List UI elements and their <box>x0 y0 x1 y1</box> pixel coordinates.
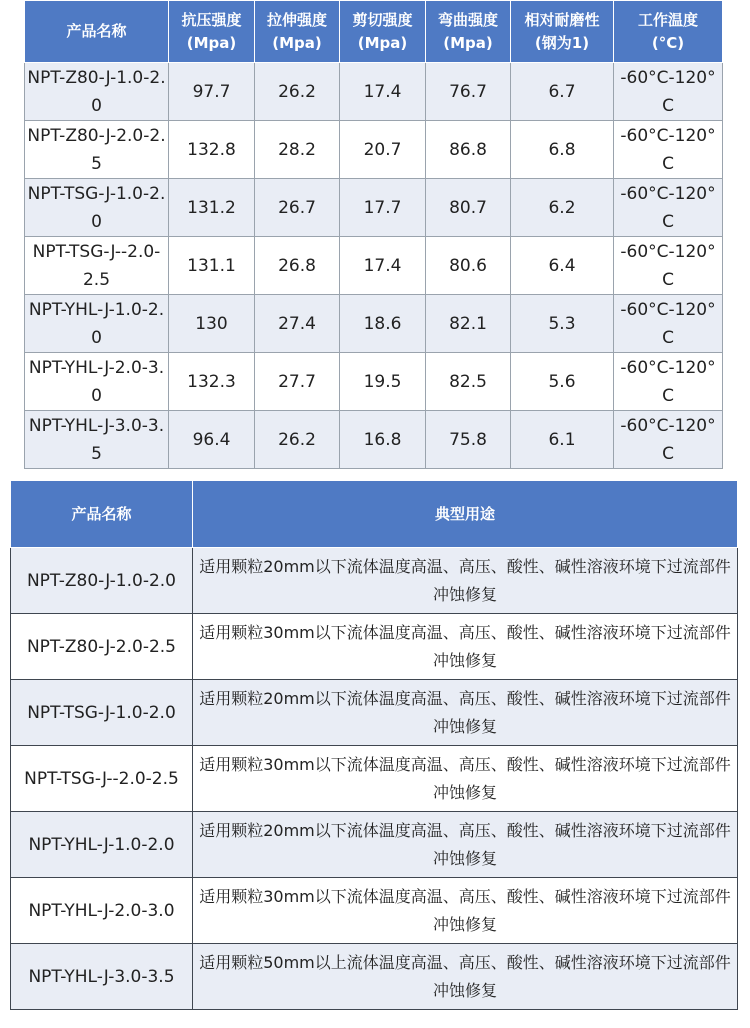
header-tensile-strength <box>255 1 340 63</box>
shear-cell: 17.4 <box>340 63 426 121</box>
usage-row <box>11 680 738 746</box>
flexural-cell: 82.5 <box>426 353 511 411</box>
compressive-cell: 132.8 <box>169 121 255 179</box>
typical-use-cell: 适用颗粒30mm以下流体温度高温、高压、酸性、碱性溶液环境下过流部件冲蚀修复 <box>193 878 738 944</box>
usage-table <box>10 480 738 1010</box>
shear-cell: 16.8 <box>340 411 426 469</box>
compressive-cell: 97.7 <box>169 63 255 121</box>
shear-cell: 19.5 <box>340 353 426 411</box>
usage-header-row <box>11 481 738 548</box>
product-name-cell: NPT-YHL-J-2.0-3.0 <box>25 353 169 411</box>
flexural-cell: 82.1 <box>426 295 511 353</box>
flexural-cell: 80.7 <box>426 179 511 237</box>
usage-row <box>11 548 738 614</box>
wear-cell: 6.4 <box>511 237 614 295</box>
usage-row <box>11 614 738 680</box>
header-product-name: 产品名称 <box>11 481 193 548</box>
header-compressive-strength <box>169 1 255 63</box>
product-name-cell: NPT-YHL-J-3.0-3.5 <box>11 944 193 1010</box>
specs-row <box>25 353 723 411</box>
compressive-cell: 131.2 <box>169 179 255 237</box>
wear-cell: 6.2 <box>511 179 614 237</box>
product-name-cell: NPT-YHL-J-3.0-3.5 <box>25 411 169 469</box>
header-text: 拉伸强度 <box>266 10 327 29</box>
flexural-cell: 86.8 <box>426 121 511 179</box>
typical-use-cell: 适用颗粒30mm以下流体温度高温、高压、酸性、碱性溶液环境下过流部件冲蚀修复 <box>193 614 738 680</box>
header-unit: (Mpa) <box>272 33 322 52</box>
tensile-cell: 27.4 <box>255 295 340 353</box>
temperature-cell: -60°C-120°C <box>614 295 723 353</box>
temperature-cell: -60°C-120°C <box>614 411 723 469</box>
compressive-cell: 132.3 <box>169 353 255 411</box>
specs-row <box>25 237 723 295</box>
typical-use-cell: 适用颗粒20mm以下流体温度高温、高压、酸性、碱性溶液环境下过流部件冲蚀修复 <box>193 812 738 878</box>
header-flexural-strength <box>426 1 511 63</box>
usage-row <box>11 878 738 944</box>
header-shear-strength <box>340 1 426 63</box>
compressive-cell: 96.4 <box>169 411 255 469</box>
tensile-cell: 26.7 <box>255 179 340 237</box>
header-unit: (钢为1) <box>534 33 590 52</box>
product-name-cell: NPT-YHL-J-1.0-2.0 <box>25 295 169 353</box>
compressive-cell: 131.1 <box>169 237 255 295</box>
temperature-cell: -60°C-120°C <box>614 63 723 121</box>
product-name-cell: NPT-TSG-J-1.0-2.0 <box>25 179 169 237</box>
wear-cell: 6.7 <box>511 63 614 121</box>
product-name-cell: NPT-TSG-J--2.0-2.5 <box>11 746 193 812</box>
product-name-cell: NPT-YHL-J-1.0-2.0 <box>11 812 193 878</box>
tensile-cell: 26.8 <box>255 237 340 295</box>
header-product-name <box>25 1 169 63</box>
header-text: 抗压强度 <box>181 10 242 29</box>
usage-row <box>11 812 738 878</box>
typical-use-cell: 适用颗粒30mm以下流体温度高温、高压、酸性、碱性溶液环境下过流部件冲蚀修复 <box>193 746 738 812</box>
tensile-cell: 28.2 <box>255 121 340 179</box>
product-name-cell: NPT-Z80-J-1.0-2.0 <box>11 548 193 614</box>
header-unit: (°C) <box>651 33 685 52</box>
temperature-cell: -60°C-120°C <box>614 353 723 411</box>
header-text: 剪切强度 <box>352 10 413 29</box>
typical-use-cell: 适用颗粒20mm以下流体温度高温、高压、酸性、碱性溶液环境下过流部件冲蚀修复 <box>193 680 738 746</box>
tensile-cell: 27.7 <box>255 353 340 411</box>
usage-row <box>11 746 738 812</box>
typical-use-cell: 适用颗粒50mm以上流体温度高温、高压、酸性、碱性溶液环境下过流部件冲蚀修复 <box>193 944 738 1010</box>
header-text: 产品名称 <box>66 22 127 40</box>
usage-row <box>11 944 738 1010</box>
shear-cell: 17.4 <box>340 237 426 295</box>
product-name-cell: NPT-Z80-J-1.0-2.0 <box>25 63 169 121</box>
header-text: 弯曲强度 <box>437 10 498 29</box>
wear-cell: 5.6 <box>511 353 614 411</box>
product-name-cell: NPT-TSG-J-1.0-2.0 <box>11 680 193 746</box>
header-working-temperature <box>614 1 723 63</box>
specs-row <box>25 121 723 179</box>
product-name-cell: NPT-TSG-J--2.0-2.5 <box>25 237 169 295</box>
product-name-cell: NPT-Z80-J-2.0-2.5 <box>25 121 169 179</box>
header-unit: (Mpa) <box>443 33 493 52</box>
wear-cell: 5.3 <box>511 295 614 353</box>
typical-use-cell: 适用颗粒20mm以下流体温度高温、高压、酸性、碱性溶液环境下过流部件冲蚀修复 <box>193 548 738 614</box>
temperature-cell: -60°C-120°C <box>614 237 723 295</box>
product-name-cell: NPT-Z80-J-2.0-2.5 <box>11 614 193 680</box>
flexural-cell: 75.8 <box>426 411 511 469</box>
tensile-cell: 26.2 <box>255 63 340 121</box>
shear-cell: 18.6 <box>340 295 426 353</box>
wear-cell: 6.1 <box>511 411 614 469</box>
specs-row <box>25 295 723 353</box>
specs-row <box>25 179 723 237</box>
specs-table <box>24 0 723 469</box>
header-unit: (Mpa) <box>186 33 237 52</box>
header-relative-wear-resistance <box>511 1 614 63</box>
product-name-cell: NPT-YHL-J-2.0-3.0 <box>11 878 193 944</box>
header-text: 相对耐磨性 <box>524 10 600 29</box>
flexural-cell: 76.7 <box>426 63 511 121</box>
header-typical-use: 典型用途 <box>193 481 738 548</box>
temperature-cell: -60°C-120°C <box>614 179 723 237</box>
flexural-cell: 80.6 <box>426 237 511 295</box>
compressive-cell: 130 <box>169 295 255 353</box>
header-unit: (Mpa) <box>357 33 408 52</box>
shear-cell: 20.7 <box>340 121 426 179</box>
tensile-cell: 26.2 <box>255 411 340 469</box>
shear-cell: 17.7 <box>340 179 426 237</box>
specs-row <box>25 63 723 121</box>
temperature-cell: -60°C-120°C <box>614 121 723 179</box>
specs-row <box>25 411 723 469</box>
header-text: 工作温度 <box>637 10 698 29</box>
wear-cell: 6.8 <box>511 121 614 179</box>
specs-header-row <box>25 1 723 63</box>
